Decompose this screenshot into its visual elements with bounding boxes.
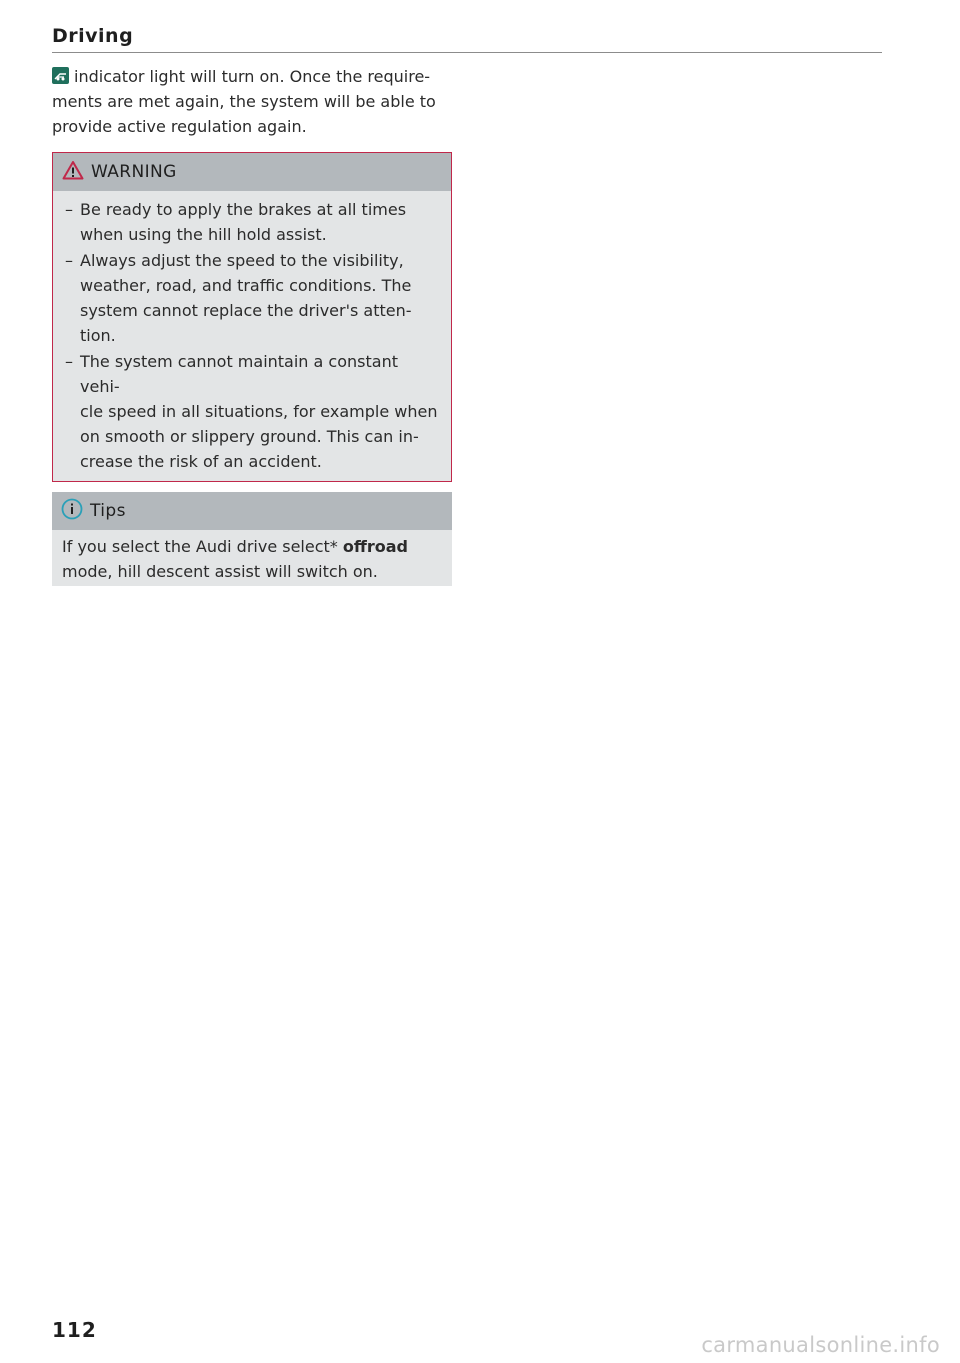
page-number: 112 — [52, 1318, 97, 1342]
tips-box — [52, 492, 452, 586]
warning-header — [53, 153, 451, 191]
warning-item: – The system cannot maintain a constant vehi- cle speed in all situations, for example when on smooth or slippery ground. This can in- crease the risk of an accident. — [65, 349, 439, 474]
intro-line-2: ments are met again, the system will be able to — [52, 92, 436, 111]
intro-line-3: provide active regulation again. — [52, 117, 307, 136]
warning-item: – Always adjust the speed to the visibility, weather, road, and traffic conditions. The system cannot replace the driver's atten- tion. — [65, 248, 439, 348]
warning-box — [52, 152, 452, 482]
hill-descent-indicator-icon — [52, 67, 69, 84]
intro-paragraph — [52, 64, 452, 139]
section-title: Driving — [52, 25, 134, 47]
info-circle-icon — [61, 498, 83, 524]
warning-item: – Be ready to apply the brakes at all times when using the hill hold assist. — [65, 197, 439, 247]
warning-triangle-icon — [62, 160, 84, 184]
warning-list — [53, 191, 451, 481]
tips-text: If you select the Audi drive select* offroad mode, hill descent assist will switch on. — [62, 537, 408, 581]
warning-title: WARNING — [91, 162, 177, 182]
tips-title: Tips — [90, 501, 126, 521]
intro-line-1: indicator light will turn on. Once the require- — [74, 67, 431, 86]
page-header — [52, 24, 882, 53]
content-column — [52, 64, 452, 586]
watermark: carmanualsonline.info — [701, 1333, 940, 1357]
offroad-mode-label: offroad — [342, 537, 408, 556]
tips-header — [52, 492, 452, 530]
